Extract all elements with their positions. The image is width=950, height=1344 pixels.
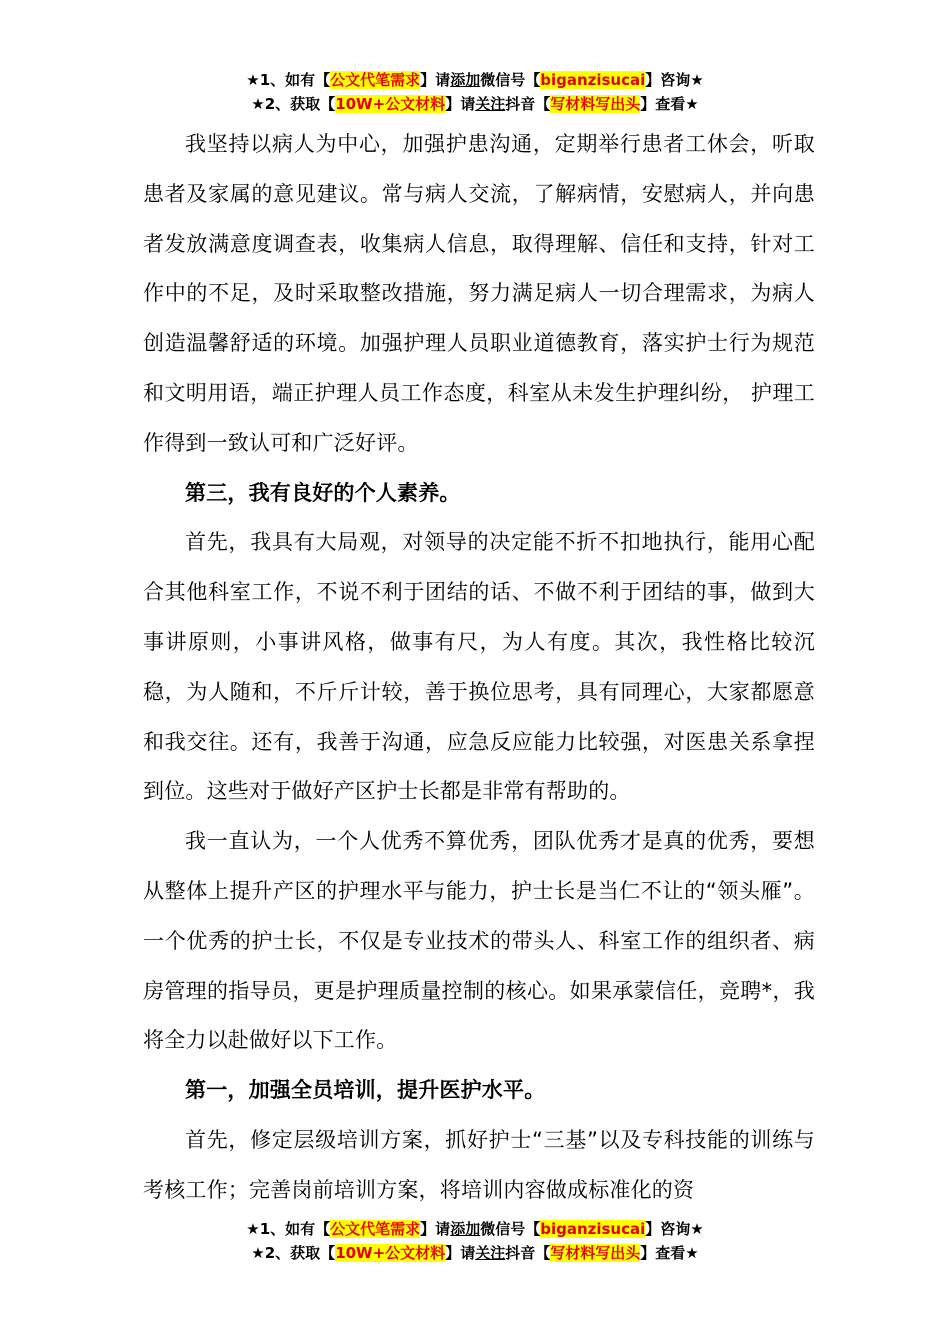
banner-text: 】请 <box>445 1244 476 1262</box>
header-banner <box>0 68 950 116</box>
banner-text: 】请 <box>420 71 451 89</box>
wechat-id: biganzisucai <box>540 1220 646 1238</box>
section-heading: 第三，我有良好的个人素养。 <box>185 480 461 505</box>
banner-text: 微信号【 <box>480 1220 541 1238</box>
banner-text: ★1、如有【 <box>246 1220 331 1238</box>
body-paragraph: 首先，修定层级培训方案，抓好护士“三基”以及专科技能的训练与考核工作；完善岗前培训方案，将培训内容做成标准化的资 <box>143 1127 815 1202</box>
banner-text: 】请 <box>420 1220 451 1238</box>
banner-text: 】咨询★ <box>645 1220 704 1238</box>
banner-text: 】查看★ <box>640 1244 699 1262</box>
highlight-text: 公文代笔需求 <box>330 1220 421 1238</box>
banner-text: ★2、获取【 <box>251 1244 336 1262</box>
douyin-id: 写材料写出头 <box>550 1244 641 1262</box>
wechat-id: biganzisucai <box>540 71 646 89</box>
douyin-id: 写材料写出头 <box>550 95 641 113</box>
underlined-text: 关注 <box>475 1244 506 1262</box>
underlined-text: 关注 <box>475 95 506 113</box>
banner-text: 抖音【 <box>505 1244 551 1262</box>
highlight-text: 10W+公文材料 <box>335 1244 446 1262</box>
banner-line-2 <box>0 1241 950 1265</box>
body-paragraph: 我坚持以病人为中心，加强护患沟通，定期举行患者工休会，听取患者及家属的意见建议。常与病人交流，了解病情，安慰病人，并向患者发放满意度调查表，收集病人信息，取得理解、信任和支持，针对工作中的不足，及时采取整改措施，努力满足病人一切合理需求，为病人创造温馨舒适的环境。加强护理人员职业道德教育，落实护士行为规范和文明用语，端正护理人员工作态度，科室从未发生护理纠纷， 护理工作得到一致认可和广泛好评。 <box>143 132 815 455</box>
banner-line-2 <box>0 92 950 116</box>
section-heading: 第一，加强全员培训，提升医护水平。 <box>185 1078 546 1103</box>
document-body <box>143 120 815 1216</box>
banner-text: 抖音【 <box>505 95 551 113</box>
body-paragraph: 首先，我具有大局观，对领导的决定能不折不扣地执行，能用心配合其他科室工作，不说不利于团结的话、不做不利于团结的事，做到大事讲原则，小事讲风格，做事有尺，为人有度。其次，我性格比较沉稳，为人随和，不斤斤计较，善于换位思考，具有同理心，大家都愿意和我交往。还有，我善于沟通，应急反应能力比较强，对医患关系拿捏到位。这些对于做好产区护士长都是非常有帮助的。 <box>143 530 815 804</box>
banner-line-1 <box>0 68 950 92</box>
banner-text: ★2、获取【 <box>251 95 336 113</box>
underlined-text: 添加 <box>450 1220 481 1238</box>
body-paragraph: 我一直认为，一个人优秀不算优秀，团队优秀才是真的优秀，要想从整体上提升产区的护理水平与能力，护士长是当仁不让的“领头雁”。一个优秀的护士长，不仅是专业技术的带头人、科室工作的组织者、病房管理的指导员，更是护理质量控制的核心。如果承蒙信任，竞聘*，我将全力以赴做好以下工作。 <box>143 829 815 1053</box>
footer-banner <box>0 1217 950 1265</box>
highlight-text: 公文代笔需求 <box>330 71 421 89</box>
banner-text: ★1、如有【 <box>246 71 331 89</box>
highlight-text: 10W+公文材料 <box>335 95 446 113</box>
banner-text: 】查看★ <box>640 95 699 113</box>
banner-line-1 <box>0 1217 950 1241</box>
banner-text: 】请 <box>445 95 476 113</box>
underlined-text: 添加 <box>450 71 481 89</box>
banner-text: 微信号【 <box>480 71 541 89</box>
banner-text: 】咨询★ <box>645 71 704 89</box>
